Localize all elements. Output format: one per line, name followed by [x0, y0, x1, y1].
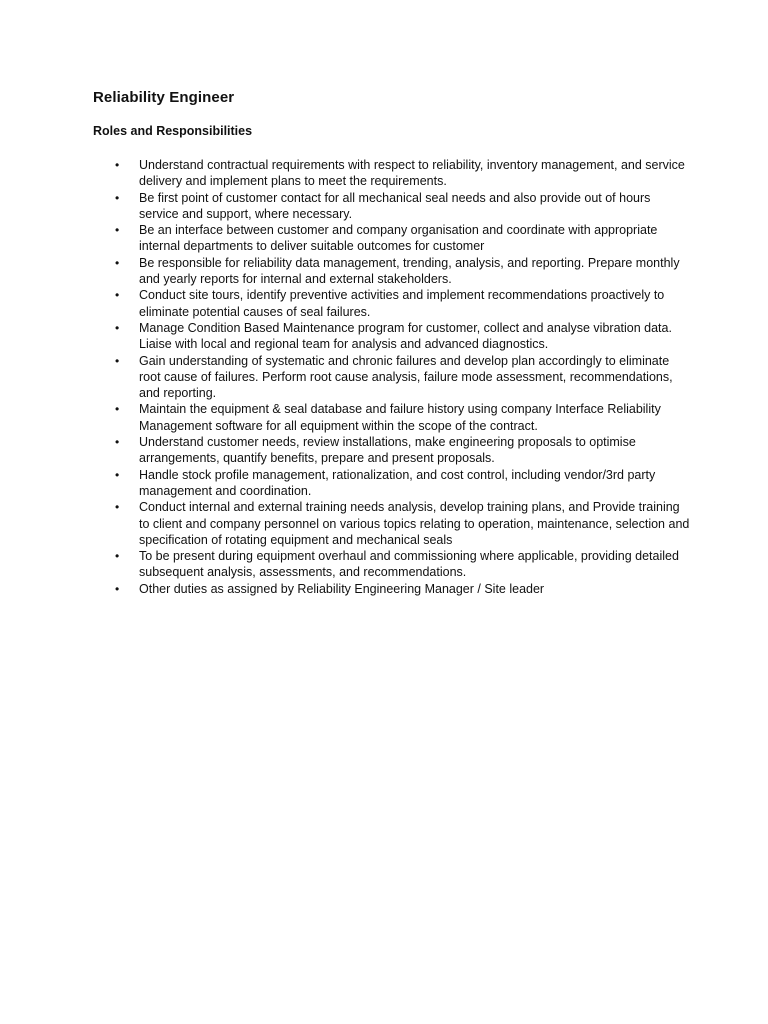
bullet-icon: • [115, 500, 120, 515]
bullet-icon: • [115, 288, 120, 303]
bullet-icon: • [115, 467, 120, 482]
bullet-icon: • [115, 223, 120, 238]
bullet-icon: • [115, 402, 120, 417]
responsibility-item [112, 320, 692, 353]
responsibility-item [112, 434, 692, 467]
page-title: Reliability Engineer [93, 89, 235, 106]
responsibility-text: Gain understanding of systematic and chronic failures and develop plan accordingly to eliminate root cause of failures. Perform root cause analysis, failure mode assessment, recommendations, and reporting. [139, 353, 673, 401]
responsibility-item [112, 401, 692, 434]
responsibility-text: Other duties as assigned by Reliability Engineering Manager / Site leader [139, 581, 545, 596]
responsibility-text: To be present during equipment overhaul and commissioning where applicable, providing detailed subsequent analysis, assessments, and recommendations. [139, 549, 679, 580]
responsibility-item [112, 157, 692, 190]
responsibility-item [112, 255, 692, 288]
bullet-icon: • [115, 549, 120, 564]
responsibility-text: Maintain the equipment & seal database and failure history using company Interface Reliability Management software for all equipment within the scope of the contract. [139, 402, 661, 433]
responsibility-text: Handle stock profile management, rationalization, and cost control, including vendor/3rd party management and coordination. [139, 467, 656, 498]
responsibility-text: Be first point of customer contact for all mechanical seal needs and also provide out of hours service and support, where necessary. [139, 190, 651, 221]
bullet-icon: • [115, 581, 120, 596]
section-heading: Roles and Responsibilities [93, 124, 253, 138]
responsibility-item [112, 581, 692, 597]
bullet-icon: • [115, 353, 120, 368]
responsibility-item [112, 353, 692, 402]
responsibility-item [112, 287, 692, 320]
responsibilities-list [112, 157, 692, 597]
responsibility-text: Be responsible for reliability data management, trending, analysis, and reporting. Prepare monthly and yearly reports for internal and external stakeholders. [139, 255, 680, 287]
responsibility-text: Conduct internal and external training needs analysis, develop training plans, and Provide training to client and company personnel on various topics relating to operation, maintenance, selection and specification of rotating equipment and mechanical seals [139, 500, 690, 547]
responsibility-text: Understand customer needs, review installations, make engineering proposals to optimise arrangements, quantify benefits, prepare and present proposals. [139, 435, 636, 466]
responsibility-item [112, 467, 692, 500]
responsibility-text: Conduct site tours, identify preventive activities and implement recommendations proactively to eliminate potential causes of seal failures. [139, 288, 665, 319]
responsibility-item [112, 548, 692, 581]
responsibility-text: Be an interface between customer and company organisation and coordinate with appropriate internal departments to deliver suitable outcomes for customer [139, 223, 658, 254]
bullet-icon: • [115, 320, 120, 335]
responsibility-item [112, 190, 692, 223]
responsibility-text: Understand contractual requirements with respect to reliability, inventory management, and service delivery and implement plans to meet the requirements. [139, 158, 685, 189]
bullet-icon: • [115, 190, 120, 205]
responsibility-text: Manage Condition Based Maintenance program for customer, collect and analyse vibration data. Liaise with local and regional team for analysis and advanced diagnostics. [139, 320, 672, 352]
bullet-icon: • [115, 255, 120, 270]
bullet-icon: • [115, 435, 120, 450]
bullet-icon: • [115, 158, 120, 172]
responsibility-item [112, 222, 692, 255]
responsibility-item [112, 499, 692, 548]
